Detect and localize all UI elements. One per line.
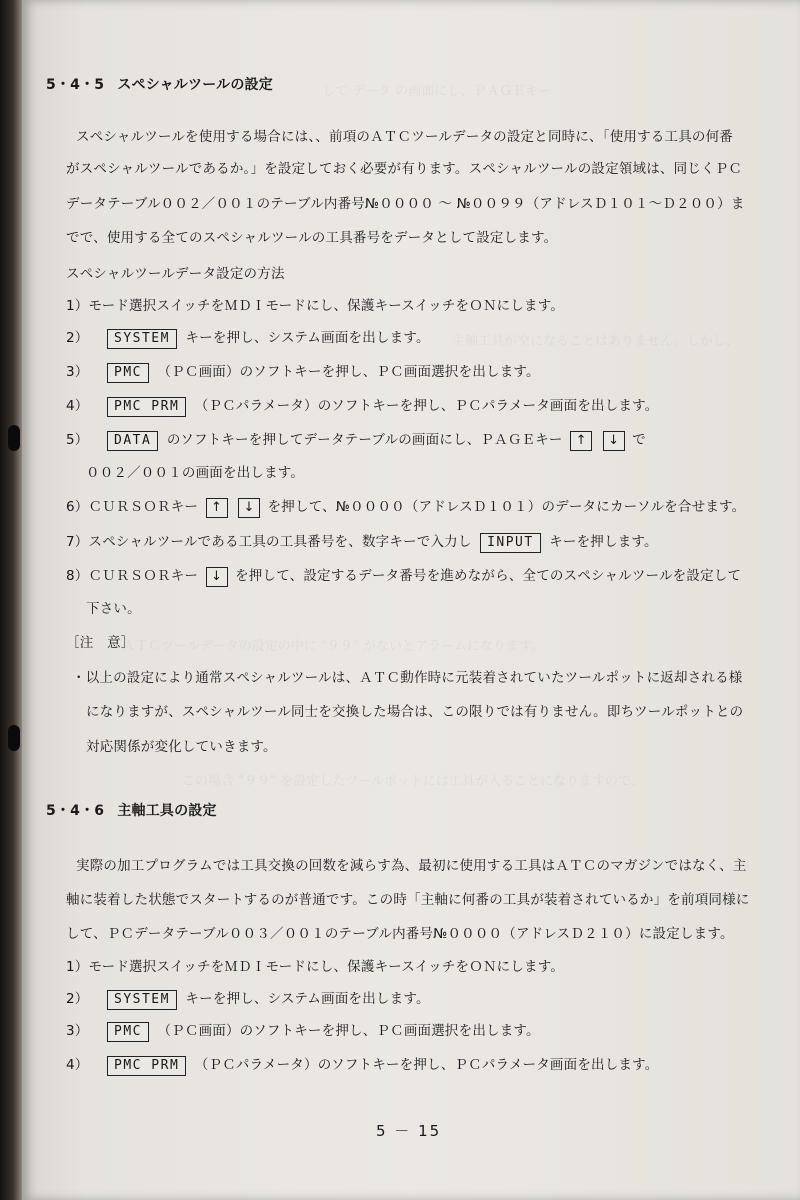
step-3: 3） PMC （ＰＣ画面）のソフトキーを押し、ＰＣ画面選択を出します。 (66, 360, 540, 383)
pmc-prm-key: PMC PRM (107, 1056, 186, 1076)
step-2: 2） SYSTEM キーを押し、システム画面を出します。 (66, 326, 430, 349)
note-line: ・以上の設定により通常スペシャルツールは、ＡＴＣ動作時に元装着されていたツールポットに返却される様 (72, 670, 743, 686)
paragraph-line: 軸に装着した状態でスタートするのが普通です。この時「主軸に何番の工具が装着されているか」を前項同様に (66, 892, 750, 908)
cursor-down-key-icon: ↓ (206, 567, 228, 587)
system-key: SYSTEM (107, 329, 177, 349)
binder-hole (8, 425, 20, 451)
step-1: 1）モード選択スイッチをＭＤＩモードにし、保護キースイッチをＯＮにします。 (66, 298, 565, 314)
section-title: 主軸工具の設定 (117, 803, 217, 819)
pmc-prm-key: PMC PRM (107, 397, 186, 417)
paragraph-line: がスペシャルツールであるか。」を設定しておく必要が有ります。スペシャルツールの設定領域は、同じくＰＣ (66, 161, 743, 177)
system-key: SYSTEM (107, 990, 177, 1010)
section-heading (46, 74, 273, 94)
paragraph-line: して、ＰＣデータテーブル００３／００１のテーブル内番号№００００（アドレスＤ２１０）に設定します。 (66, 926, 734, 942)
step-2: 2） SYSTEM キーを押し、システム画面を出します。 (66, 987, 430, 1010)
cursor-down-key-icon: ↓ (238, 498, 260, 518)
pmc-key: PMC (107, 1022, 149, 1042)
input-key: INPUT (480, 533, 541, 553)
binder-hole (8, 725, 20, 751)
pmc-key: PMC (107, 363, 149, 383)
step-5: 5） DATA のソフトキーを押してデータテーブルの画面にし、ＰＡＧＥキー ↑ ↓ で (66, 428, 646, 451)
step-3: 3） PMC （ＰＣ画面）のソフトキーを押し、ＰＣ画面選択を出します。 (66, 1019, 540, 1042)
section-number: 5・4・5 (46, 77, 105, 93)
paragraph-line: データテーブル００２／００１のテーブル内番号№００００ ～ №００９９（アドレスＤ１０１～Ｄ２００）ま (66, 196, 745, 212)
paragraph-line: 実際の加工プログラムでは工具交換の回数を減らす為、最初に使用する工具はＡＴＣのマガジンではなく、主 (76, 858, 747, 874)
data-key: DATA (107, 431, 158, 451)
method-heading: スペシャルツールデータ設定の方法 (66, 266, 285, 282)
page-up-key-icon: ↑ (570, 431, 592, 451)
page-number: 5 － 15 (376, 1122, 442, 1140)
section-title: スペシャルツールの設定 (117, 77, 273, 93)
page-down-key-icon: ↓ (603, 431, 625, 451)
step-6: 6）ＣＵＲＳＯＲキー ↑ ↓ を押して、№００００（アドレスＤ１０１）のデータにカーソルを合せます。 (66, 495, 745, 518)
section-number: 5・4・6 (46, 803, 105, 819)
section-heading (46, 800, 217, 820)
step-7: 7）スペシャルツールである工具の工具番号を、数字キーで入力し INPUT キーを押します。 (66, 530, 658, 553)
step-1: 1）モード選択スイッチをＭＤＩモードにし、保護キースイッチをＯＮにします。 (66, 959, 565, 975)
document-page: して データ の画面にし、ＰＡＧＥキー 主軸工具が空になることはありません。しかし、 ＡＴＣツールデータの設定の中に "９９" がないとアラームになります。 この場合 "９９" を設定したツールポットには工具が入ることになりますので、 5・4・5 スペシャルツールの設定 スペシャルツールを使用する場合には、、前項のＡＴＣツールデータの設定と同時に、「使用する工具の何番 がスペシャルツールであるか。」を設定しておく必要が有ります。スペシャルツールの設定領域は、同じくＰＣ データテーブル００２／００１のテーブル内番号№００００ ～ №００９９（アドレスＤ１０１～Ｄ２００）ま でで、使用する全てのスペシャルツールの工具番号をデータとして設定します。 スペシャルツールデータ設定の方法 1）モード選択スイッチをＭＤＩモードにし、保護キースイッチをＯＮにします。 2） SYSTEM キーを押し、システム画面を出します。 3） PMC （ＰＣ画面）のソフトキーを押し、ＰＣ画面選択を出します。 4） PMC PRM （ＰＣパラメータ）のソフトキーを押し、ＰＣパラメータ画面を出します。 5） DATA のソフトキーを押してデータテーブルの画面にし、ＰＡＧＥキー ↑ ↓ で ００２／００１の画面を出します。 6）ＣＵＲＳＯＲキー ↑ ↓ を押して、№００００（アドレスＤ１０１）のデータにカーソルを合せます。 7）スペシャルツールである工具の工具番号を、数字キーで入力し INPUT キーを押します。 8）ＣＵＲＳＯＲキー ↓ を押して、設定するデータ番号を進めながら、全てのスペシャルツールを設定して 下さい。 ［注 意］ ・以上の設定により通常スペシャルツールは、ＡＴＣ動作時に元装着されていたツールポットに返却される様 になりますが、スペシャルツール同士を交換した場合は、この限りでは有りません。即ちツールポットとの 対応関係が変化していきます。 5・4・6 主軸工具の設定 実際の加工プログラムでは工具交換の回数を減らす為、最初に使用する工具はＡＴＣのマガジンではなく、主 軸に装着した状態でスタートするのが普通です。この時「主軸に何番の工具が装着されているか」を前項同様に して、ＰＣデータテーブル００３／００１のテーブル内番号№００００（アドレスＤ２１０）に設定します。 1）モード選択スイッチをＭＤＩモードにし、保護キースイッチをＯＮにします。 2） SYSTEM キーを押し、システム画面を出します。 3） PMC （ＰＣ画面）のソフトキーを押し、ＰＣ画面選択を出します。 4） PMC PRM （ＰＣパラメータ）のソフトキーを押し、ＰＣパラメータ画面を出します。 5 － 15 (22, 0, 800, 1200)
step-8-continued: 下さい。 (86, 601, 141, 617)
step-4: 4） PMC PRM （ＰＣパラメータ）のソフトキーを押し、ＰＣパラメータ画面を出します。 (66, 394, 658, 417)
note-heading: ［注 意］ (66, 635, 135, 651)
step-8: 8）ＣＵＲＳＯＲキー ↓ を押して、設定するデータ番号を進めながら、全てのスペシャルツールを設定して (66, 564, 741, 587)
note-line: になりますが、スペシャルツール同士を交換した場合は、この限りでは有りません。即ちツールポットとの (86, 704, 744, 720)
paragraph-line: スペシャルツールを使用する場合には、、前項のＡＴＣツールデータの設定と同時に、「使用する工具の何番 (76, 129, 733, 145)
step-5-continued: ００２／００１の画面を出します。 (86, 465, 305, 481)
note-line: 対応関係が変化していきます。 (86, 739, 277, 755)
paragraph-line: でで、使用する全てのスペシャルツールの工具番号をデータとして設定します。 (66, 230, 558, 246)
cursor-up-key-icon: ↑ (206, 498, 228, 518)
step-4: 4） PMC PRM （ＰＣパラメータ）のソフトキーを押し、ＰＣパラメータ画面を出します。 (66, 1053, 658, 1076)
binder-spine (0, 0, 22, 1200)
